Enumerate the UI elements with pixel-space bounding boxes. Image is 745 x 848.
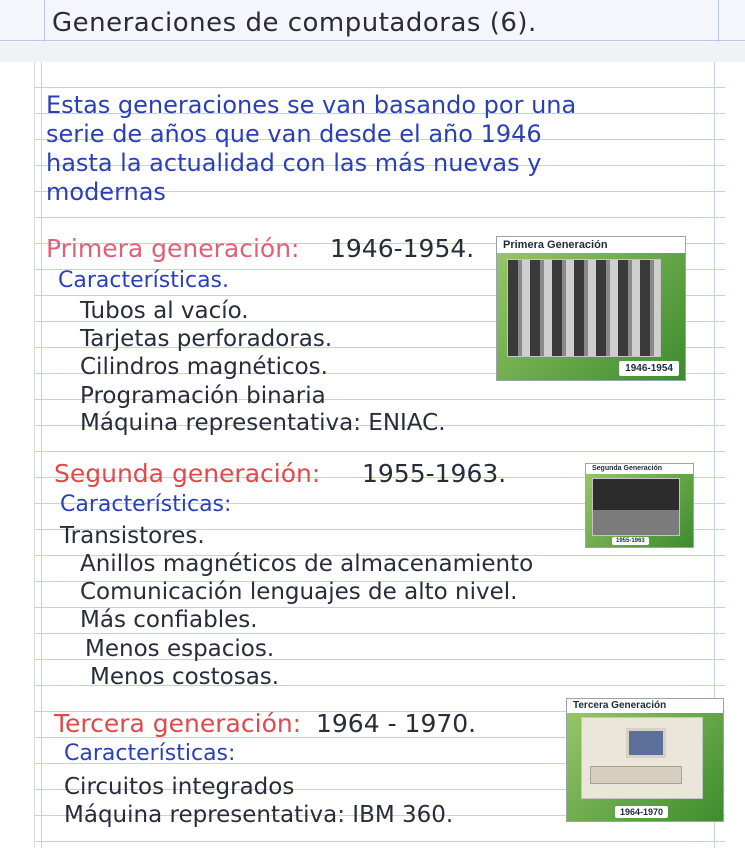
gen1-item: Máquina representativa: ENIAC. [80,410,446,436]
page-gap [0,42,745,62]
page-heading: Generaciones de computadoras (6). [52,8,537,38]
gen1-item: Tarjetas perforadoras. [80,326,333,352]
gen2-item: Menos espacios. [85,636,275,662]
gen2-photo-years: 1955-1963 [612,537,649,545]
gen3-features-label: Características: [64,741,236,766]
gen2-features-label: Características: [60,492,232,517]
gen2-photo [585,463,694,548]
keyboard [590,766,682,784]
gen1-photo-years: 1946-1954 [619,361,679,376]
gen2-item: Anillos magnéticos de almacenamiento [80,551,534,577]
monitor-screen [626,728,666,758]
gen1-photo [496,236,686,381]
gen3-photo-title: Tercera Generación [567,699,723,713]
gen1-item: Cilindros magnéticos. [80,354,328,380]
gen3-item: Circuitos integrados [64,774,295,800]
intro-line-3: hasta la actualidad con las más nuevas y [46,149,542,177]
gen2-years: 1955-1963. [362,459,507,488]
gen2-item: Comunicación lenguajes de alto nivel. [80,579,518,605]
gen3-years: 1964 - 1970. [316,709,477,738]
ibm360-image [581,717,703,799]
gen3-title: Tercera generación: [54,709,302,738]
gen3-photo-years: 1964-1970 [615,806,668,818]
eniac-image [507,259,661,357]
intro-line-1: Estas generaciones se van basando por una [46,91,577,119]
gen1-features-label: Características. [58,268,230,293]
transistor-computer-image [592,478,680,536]
gen2-title: Segunda generación: [54,459,321,488]
gen2-item: Transistores. [60,523,205,549]
gen1-item: Tubos al vacío. [80,298,249,324]
intro-line-4: modernas [46,178,166,206]
gen2-item: Más confiables. [80,607,258,633]
gen1-title: Primera generación: [46,234,300,263]
gen2-photo-title: Segunda Generación [586,464,693,474]
gen3-item: Máquina representativa: IBM 360. [64,802,454,828]
gen1-photo-title: Primera Generación [497,237,685,253]
intro-line-2: serie de años que van desde el año 1946 [46,120,542,148]
gen2-item: Menos costosas. [90,664,280,690]
previous-page-strip [0,0,745,43]
gen3-photo [566,698,724,822]
gen1-item: Programación binaria [80,383,326,409]
gen1-years: 1946-1954. [330,234,475,263]
